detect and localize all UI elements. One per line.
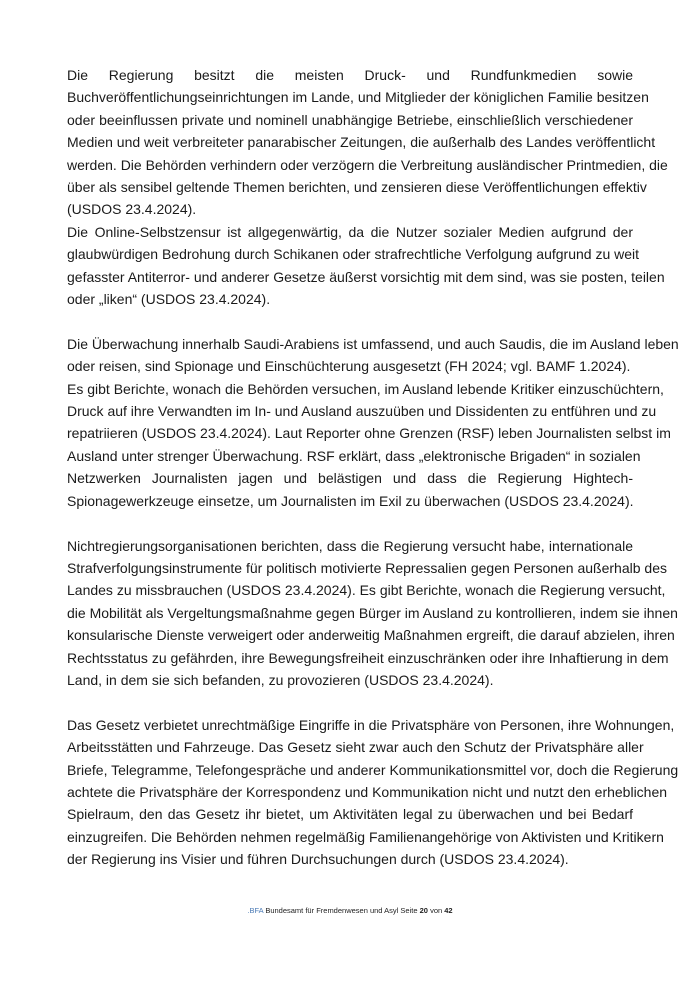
text-line: Landes zu missbrauchen (USDOS 23.4.2024). Es gibt Berichte, wonach die Regierung versucht, bbox=[67, 582, 666, 599]
text-line: Briefe, Telegramme, Telefongespräche und anderer Kommunikationsmittel vor, doch die Regierung bbox=[67, 761, 679, 778]
text-line: Das Gesetz verbietet unrechtmäßige Eingriffe in die Privatsphäre von Personen, ihre Wohnungen, bbox=[67, 716, 675, 733]
text-line: Ausland unter strenger Überwachung. RSF erklärt, dass „elektronische Brigaden“ in sozialen bbox=[67, 447, 641, 464]
text-line: Druck auf ihre Verwandten im In- und Ausland auszuüben und Dissidenten zu entführen und zu bbox=[67, 403, 657, 420]
text-line: werden. Die Behörden verhindern oder verzögern die Verbreitung ausländischer Printmedien, die bbox=[67, 156, 668, 173]
text-line: achtete die Privatsphäre der Korrespondenz und Kommunikation nicht und nutzt den erheblichen bbox=[67, 783, 668, 800]
text-line: Die Regierung besitzt die meisten Druck- und Rundfunkmedien sowie bbox=[67, 67, 633, 83]
footer-brand-logo: .BFA bbox=[247, 906, 264, 915]
footer-org: Bundesamt für Fremdenwesen und Asyl bbox=[265, 906, 399, 915]
text-line: Medien und weit verbreiteter panarabischer Zeitungen, die außerhalb des Landes veröffentlicht bbox=[67, 134, 656, 151]
page-footer bbox=[0, 906, 700, 915]
text-line: Land, in dem sie sich befanden, zu provozieren (USDOS 23.4.2024). bbox=[67, 671, 494, 688]
paragraph bbox=[67, 64, 668, 221]
text-line: einzugreifen. Die Behörden nehmen regelmäßig Familienangehörige von Aktivisten und Kritikern bbox=[67, 828, 664, 845]
text-line: Strafverfolgungsinstrumente für politisch motivierte Repressalien gegen Personen außerhalb des bbox=[67, 559, 667, 576]
text-line: (USDOS 23.4.2024). bbox=[67, 201, 197, 218]
footer-page-total: 42 bbox=[444, 906, 453, 915]
text-line: gefasster Antiterror- und anderer Gesetze äußerst vorsichtig mit dem sind, was sie posten, teilen bbox=[67, 268, 665, 285]
text-line: Die Überwachung innerhalb Saudi-Arabiens ist umfassend, und auch Saudis, die im Ausland leben bbox=[67, 335, 679, 352]
text-line: Buchveröffentlichungseinrichtungen im Lande, und Mitglieder der königlichen Familie besitzen bbox=[67, 89, 649, 106]
text-line: Nichtregierungsorganisationen berichten, dass die Regierung versucht habe, internationale bbox=[67, 537, 633, 554]
paragraph bbox=[67, 378, 671, 512]
footer-of-label: von bbox=[430, 906, 443, 915]
text-line: glaubwürdigen Bedrohung durch Schikanen oder strafrechtliche Verfolgung aufgrund zu weit bbox=[67, 246, 640, 263]
footer-page-label: Seite bbox=[400, 906, 418, 915]
paragraph bbox=[67, 535, 678, 692]
text-line: Netzwerken Journalisten jagen und belästigen und dass die Regierung Hightech- bbox=[67, 470, 633, 487]
text-line: Spielraum, den das Gesetz ihr bietet, um Aktivitäten legal zu überwachen und bei Bedarf bbox=[67, 806, 633, 823]
paragraph bbox=[67, 333, 679, 378]
text-line: die Mobilität als Vergeltungsmaßnahme gegen Bürger im Ausland zu kontrollieren, indem sie ihnen bbox=[67, 604, 678, 621]
text-line: Rechtsstatus zu gefährden, ihre Bewegungsfreiheit einzuschränken oder ihre Inhaftierung in dem bbox=[67, 649, 669, 666]
text-line: Die Online-Selbstzensur ist allgegenwärtig, da die Nutzer sozialer Medien aufgrund der bbox=[67, 223, 633, 240]
text-line: Es gibt Berichte, wonach die Behörden versuchen, im Ausland lebende Kritiker einzuschüchtern, bbox=[67, 380, 664, 397]
text-line: Spionagewerkzeuge einsetze, um Journalisten im Exil zu überwachen (USDOS 23.4.2024). bbox=[67, 492, 634, 509]
text-line: Arbeitsstätten und Fahrzeuge. Das Gesetz sieht zwar auch den Schutz der Privatsphäre aller bbox=[67, 739, 644, 756]
paragraph bbox=[67, 714, 679, 871]
text-line: konsularische Dienste verweigert oder anderweitig Maßnahmen ergreift, die darauf abzielen, ihren bbox=[67, 627, 675, 644]
paragraph bbox=[67, 221, 665, 311]
text-line: der Regierung ins Visier und führen Durchsuchungen durch (USDOS 23.4.2024). bbox=[67, 851, 569, 868]
text-line: oder „liken“ (USDOS 23.4.2024). bbox=[67, 291, 271, 308]
text-line: repatriieren (USDOS 23.4.2024). Laut Reporter ohne Grenzen (RSF) leben Journalisten selbst im bbox=[67, 425, 671, 442]
footer-page-number: 20 bbox=[419, 906, 428, 915]
text-line: über als sensibel geltende Themen berichten, und zensieren diese Veröffentlichungen effektiv bbox=[67, 179, 647, 196]
document-body bbox=[67, 64, 679, 871]
text-line: oder reisen, sind Spionage und Einschüchterung ausgesetzt (FH 2024; vgl. BAMF 1.2024). bbox=[67, 358, 631, 375]
text-line: oder beeinflussen private und nominell unabhängige Betriebe, einschließlich verschiedener bbox=[67, 111, 633, 128]
